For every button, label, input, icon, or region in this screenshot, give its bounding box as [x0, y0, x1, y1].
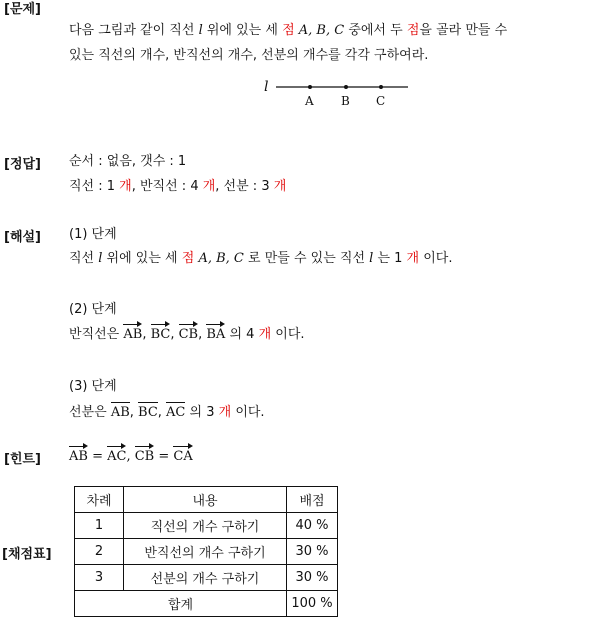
table-cell: 1	[75, 513, 124, 539]
hint-label: [힌트]	[4, 452, 41, 467]
point-c-label: C	[376, 94, 386, 108]
header-cell-order: 차례	[75, 487, 124, 513]
hint-vector-ca: CA	[173, 445, 192, 466]
total-value-cell: 100 %	[287, 591, 338, 617]
table-row	[75, 513, 338, 539]
table-cell: 3	[75, 565, 124, 591]
point-c-dot	[379, 85, 383, 89]
segment-ab: AB	[111, 401, 130, 422]
table-cell: 직선의 개수 구하기	[124, 513, 287, 539]
ray-ab: AB	[123, 323, 142, 344]
total-label-cell: 합계	[75, 591, 287, 617]
table-cell: 선분의 개수 구하기	[124, 565, 287, 591]
problem-line-2: 있는 직선의 개수, 반직선의 개수, 선분의 개수를 각각 구하여라.	[69, 48, 429, 63]
step2-title: (2) 단계	[69, 302, 117, 317]
table-cell: 40 %	[287, 513, 338, 539]
number-line-figure	[262, 78, 412, 110]
ray-bc: BC	[151, 323, 171, 344]
table-header-row	[75, 487, 338, 513]
table-cell: 30 %	[287, 539, 338, 565]
figure-line-label: l	[264, 79, 269, 95]
table-row	[75, 565, 338, 591]
step1-title: (1) 단계	[69, 227, 117, 242]
table-row	[75, 539, 338, 565]
table-total-row	[75, 591, 338, 617]
answer-line-1: 순서 : 없음, 갯수 : 1	[69, 154, 187, 169]
step3-title: (3) 단계	[69, 379, 117, 394]
table-cell: 30 %	[287, 565, 338, 591]
answer-label: [정답]	[4, 157, 41, 172]
points-list: A, B, C	[298, 23, 345, 38]
problem-line-1: 다음 그림과 같이 직선 l 위에 있는 세 점 A, B, C 중에서 두 점을 골라 만들 수	[69, 23, 508, 38]
header-cell-points: 배점	[287, 487, 338, 513]
step2-text: 반직선은 AB, BC, CB, BA 의 4 개 이다.	[69, 323, 305, 344]
hint-vector-cb: CB	[135, 445, 155, 466]
rubric-label: [채점표]	[2, 547, 52, 562]
solution-label: [해설]	[4, 230, 41, 245]
ray-ba: BA	[206, 323, 225, 344]
point-a-dot	[308, 85, 312, 89]
table-cell: 2	[75, 539, 124, 565]
point-a-label: A	[305, 94, 314, 108]
point-word: 점	[282, 23, 295, 38]
step1-text: 직선 l 위에 있는 세 점 A, B, C 로 만들 수 있는 직선 l 는 1 개 이다.	[69, 251, 453, 266]
ray-cb: CB	[179, 323, 199, 344]
answer-line-2: 직선 : 1 개, 반직선 : 4 개, 선분 : 3 개	[69, 179, 287, 194]
point-b-dot	[344, 85, 348, 89]
hint-text: AB = AC, CB = CA	[69, 445, 193, 466]
hint-vector-ab: AB	[69, 445, 88, 466]
table-cell: 반직선의 개수 구하기	[124, 539, 287, 565]
header-cell-content: 내용	[124, 487, 287, 513]
segment-bc: BC	[138, 401, 158, 422]
line-variable: l	[198, 23, 203, 38]
step3-text: 선분은 AB, BC, AC 의 3 개 이다.	[69, 401, 265, 422]
hint-vector-ac: AC	[107, 445, 126, 466]
rubric-table	[74, 486, 338, 617]
point-b-label: B	[341, 94, 350, 108]
problem-label: [문제]	[4, 2, 41, 17]
segment-ac: AC	[166, 401, 185, 422]
point-word-2: 점	[406, 23, 420, 38]
